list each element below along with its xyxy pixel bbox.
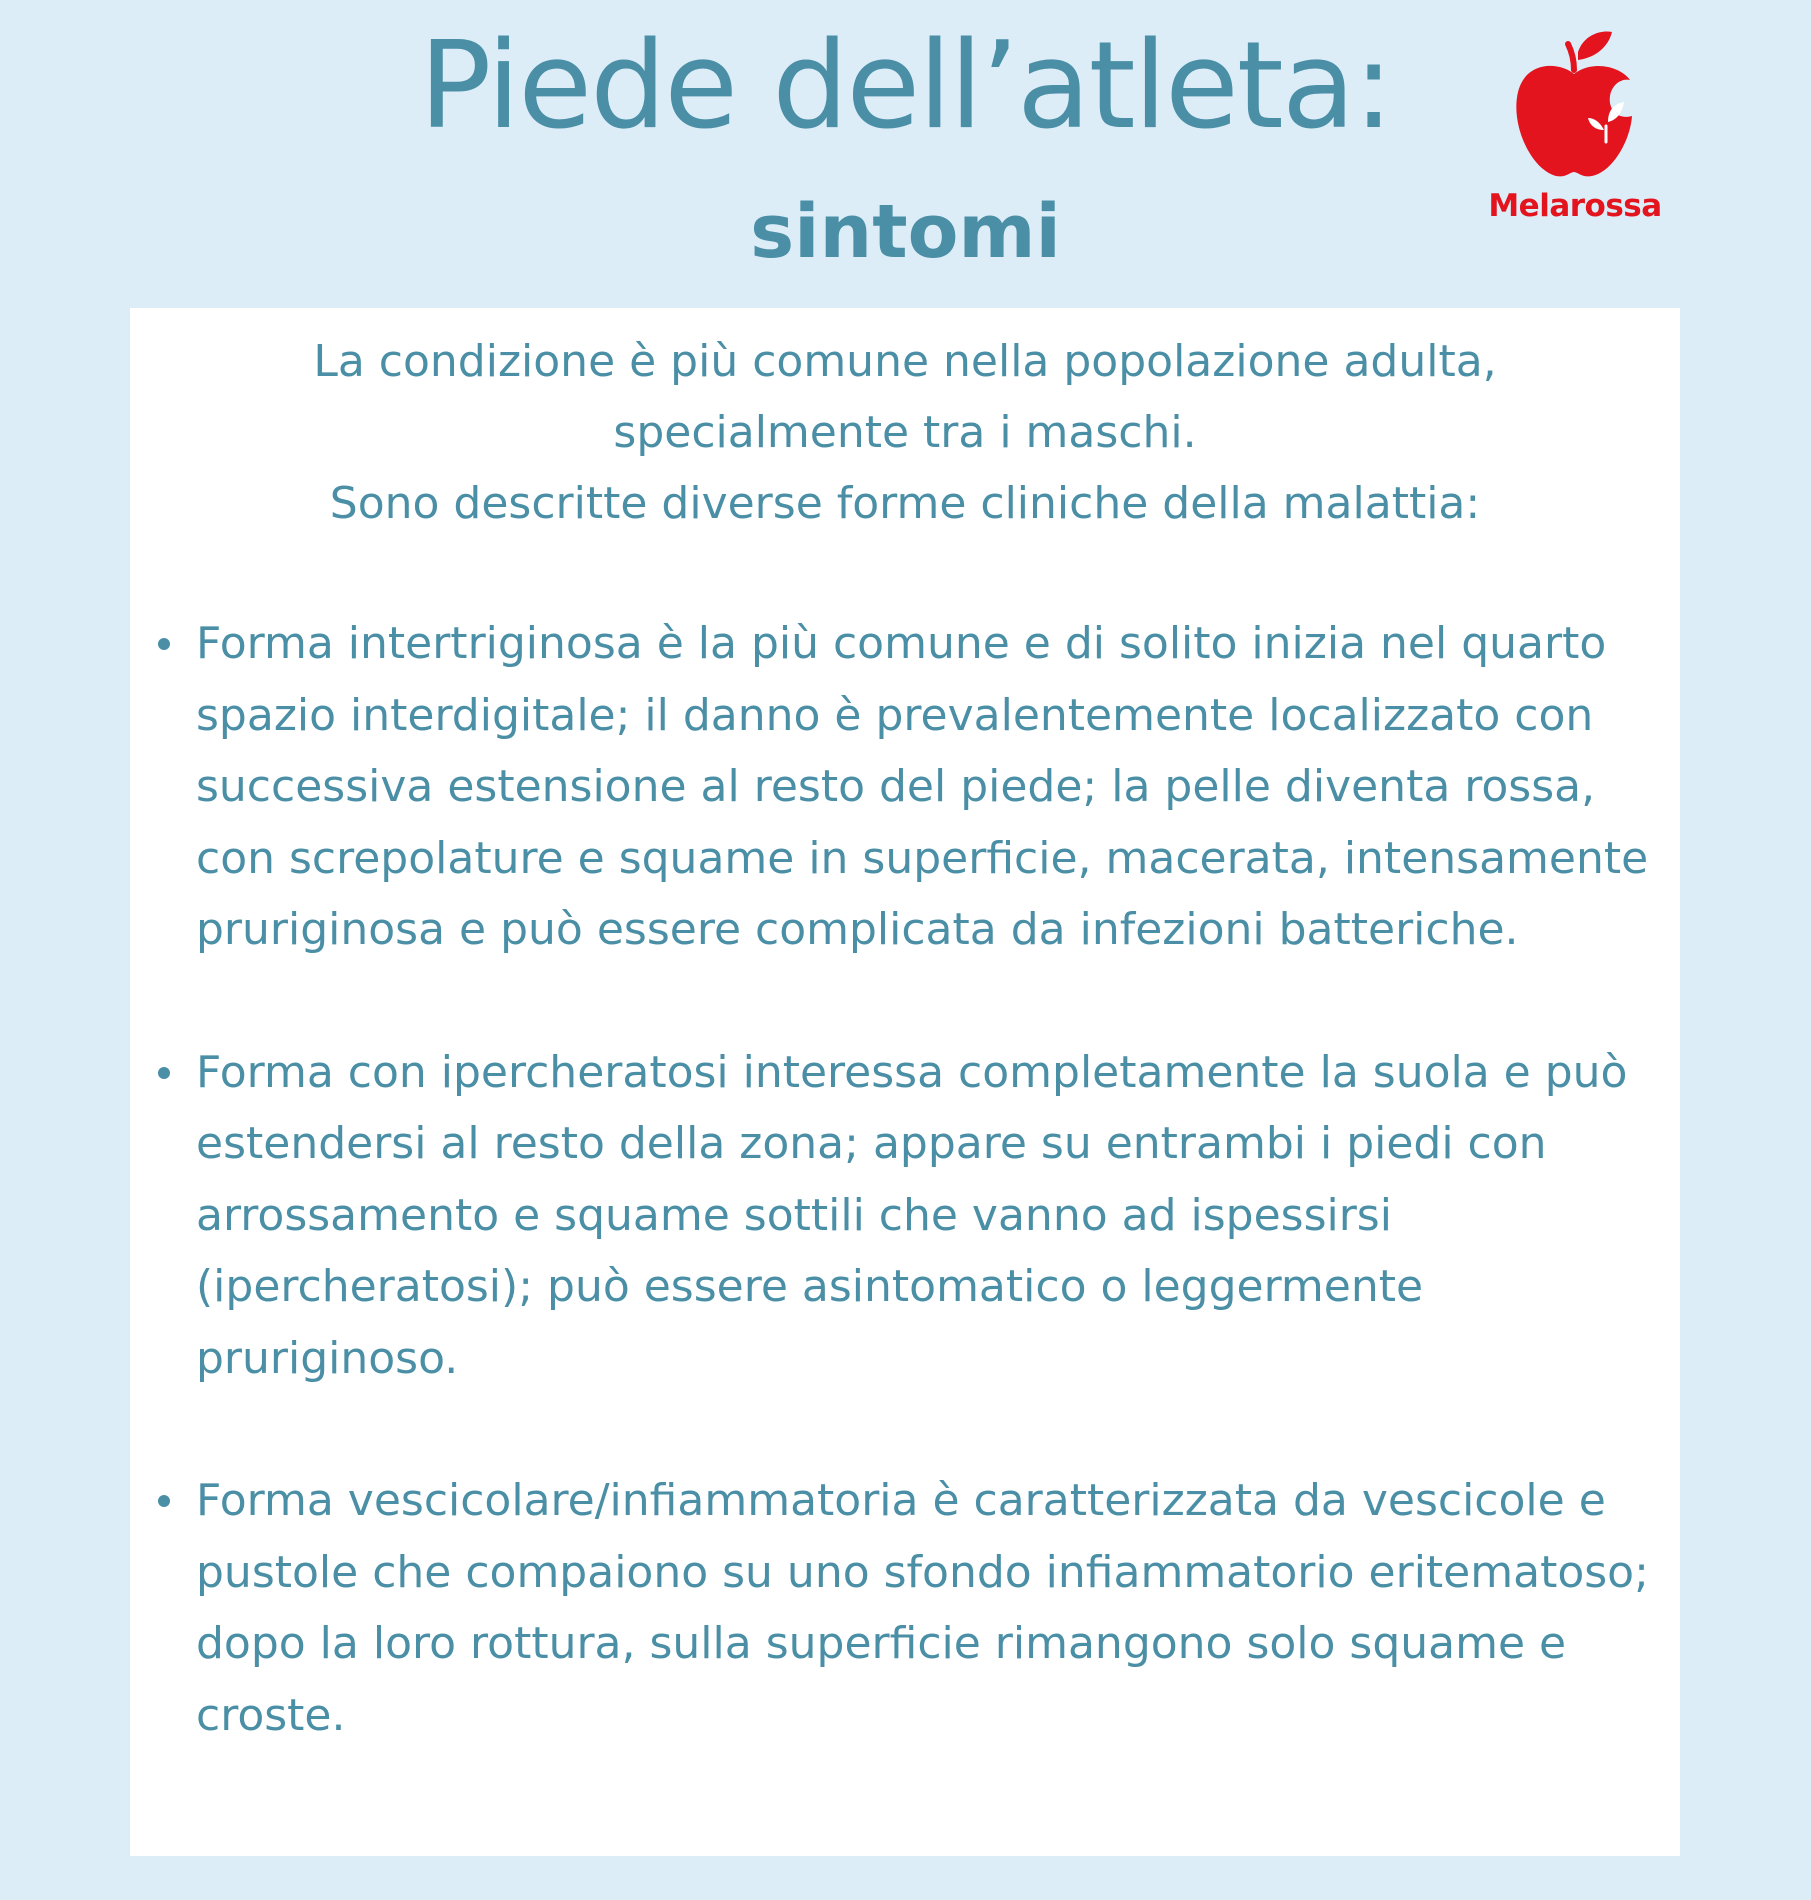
symptom-list: [158, 608, 1658, 1751]
logo-text: Melarossa: [1488, 188, 1662, 224]
intro-text: [130, 326, 1680, 539]
page-subtitle: sintomi: [750, 189, 1061, 275]
melarossa-logo[interactable]: [1475, 30, 1675, 235]
bullet-icon: [158, 1495, 170, 1507]
page-title: Piede dell’atleta:: [419, 17, 1392, 156]
list-item-text: Forma con ipercheratosi interessa completamente la suola e può estendersi al resto della zona; appare su entrambi i piedi con arrossamento e squame sottili che vanno ad ispessirsi (ipercheratosi); può essere asintomatico o leggermente pruriginoso.: [196, 1046, 1628, 1384]
bullet-icon: [158, 638, 170, 650]
list-item-text: Forma vescicolare/infiammatoria è caratterizzata da vescicole e pustole che compaiono su uno sfondo infiammatorio eritematoso; dopo la loro rottura, sulla superficie rimangono solo squame e croste.: [196, 1475, 1649, 1741]
content-card: [130, 308, 1680, 1856]
intro-line: La condizione è più comune nella popolazione adulta,: [313, 336, 1497, 387]
list-item-text: Forma intertriginosa è la più comune e di solito inizia nel quarto spazio interdigitale; il danno è prevalentemente localizzato con successiva estensione al resto del piede; la pelle diventa rossa, con screpolature e squame in superficie, macerata, intensamente pruriginosa e può essere complicata da infezioni batteriche.: [196, 618, 1649, 955]
list-item: [158, 608, 1658, 966]
intro-line: Sono descritte diverse forme cliniche della malattia:: [329, 478, 1481, 529]
list-item: [158, 1037, 1658, 1395]
bullet-icon: [158, 1067, 170, 1079]
intro-line: specialmente tra i maschi.: [613, 407, 1197, 458]
list-item: [158, 1465, 1658, 1751]
apple-icon: [1512, 30, 1638, 180]
